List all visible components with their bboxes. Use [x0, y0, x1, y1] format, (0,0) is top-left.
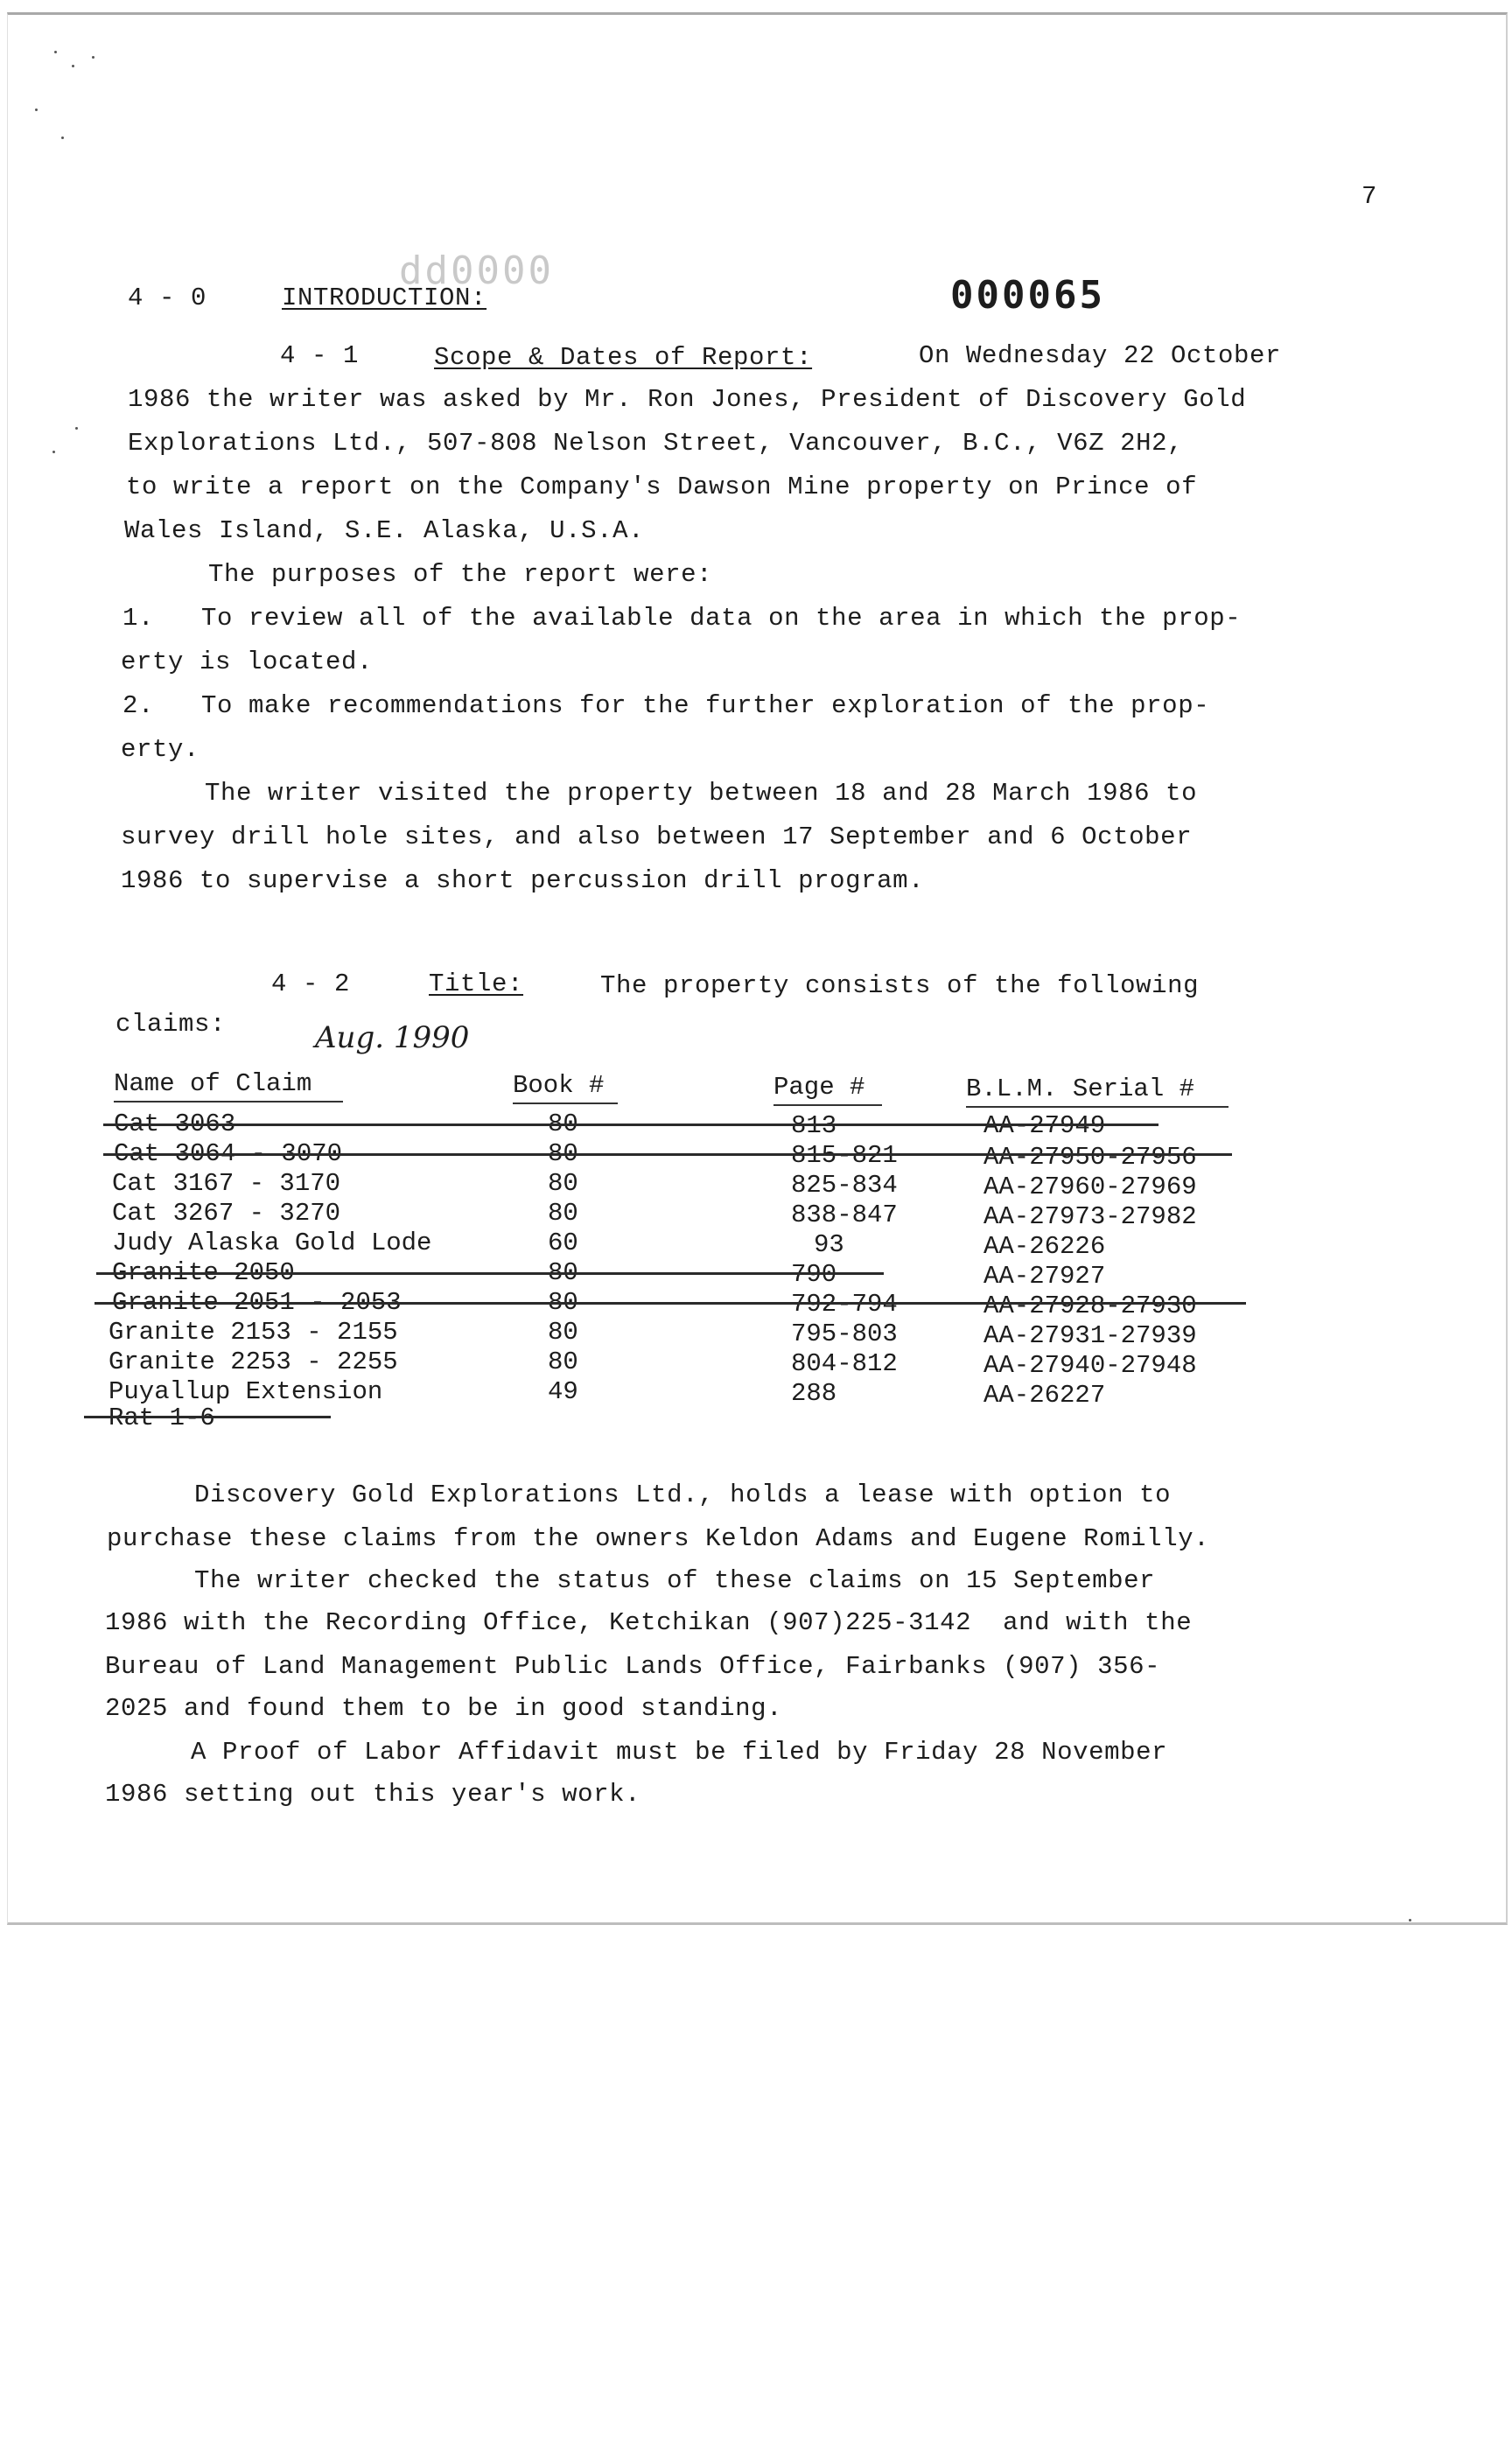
claim-serial: AA-27950-27956: [984, 1143, 1197, 1172]
claim-book: 49: [548, 1377, 578, 1406]
claim-page: 825-834: [791, 1171, 898, 1200]
faint-stamp: dd0000: [399, 248, 554, 293]
claim-name: Puyallup Extension: [108, 1377, 383, 1406]
claim-book: 80: [548, 1258, 578, 1287]
claim-page: 93: [814, 1230, 844, 1259]
strikethrough-line: [103, 1153, 1232, 1156]
scope-line: Wales Island, S.E. Alaska, U.S.A.: [124, 516, 645, 545]
claim-book: 80: [548, 1199, 578, 1228]
closing-line: Discovery Gold Explorations Ltd., holds a lease with option to: [194, 1480, 1172, 1509]
scope-line: 1986 the writer was asked by Mr. Ron Jones, President of Discovery Gold: [128, 385, 1247, 414]
document-stamp: 000065: [950, 273, 1105, 318]
header-underline: [513, 1102, 618, 1104]
blank-margin: [0, 1951, 1512, 2450]
claim-page: 813: [791, 1111, 837, 1140]
title-line: claims:: [116, 1010, 227, 1039]
closing-line: 2025 and found them to be in good standing.: [105, 1694, 783, 1723]
claim-name: Granite 2050: [112, 1258, 295, 1287]
scope-line: 2. To make recommendations for the further exploration of the prop-: [122, 691, 1210, 720]
strikethrough-line: [84, 1416, 331, 1418]
scope-line: The purposes of the report were:: [208, 560, 713, 589]
scan-speck: [54, 51, 57, 53]
claim-name: Rat 1-6: [108, 1404, 215, 1432]
claim-serial: AA-27960-27969: [984, 1172, 1197, 1201]
section-number: 4 - 0: [128, 284, 207, 312]
claim-name: Cat 3267 - 3270: [112, 1199, 341, 1228]
claim-book: 80: [548, 1288, 578, 1317]
claim-serial: AA-27928-27930: [984, 1292, 1197, 1320]
header-underline: [774, 1104, 882, 1106]
claim-page: 838-847: [791, 1200, 898, 1229]
scope-line: The writer visited the property between 18 and 28 March 1986 to: [205, 779, 1198, 808]
claim-book: 80: [548, 1169, 578, 1198]
claim-serial: AA-27949: [984, 1111, 1106, 1140]
claim-book: 80: [548, 1139, 578, 1168]
claim-serial: AA-26226: [984, 1232, 1106, 1261]
scope-heading: Scope & Dates of Report:: [434, 343, 813, 372]
claim-name: Judy Alaska Gold Lode: [112, 1228, 432, 1257]
section-title: INTRODUCTION:: [282, 284, 487, 312]
scan-speck: [35, 108, 38, 111]
claim-serial: AA-26227: [984, 1381, 1106, 1410]
claim-name: Granite 2051 - 2053: [112, 1288, 402, 1317]
strikethrough-line: [94, 1302, 1246, 1305]
header-underline: [966, 1106, 1228, 1108]
scope-line: to write a report on the Company's Dawson Mine property on Prince of: [126, 472, 1198, 501]
scope-line: erty is located.: [121, 648, 374, 676]
title-line: The property consists of the following: [600, 971, 1200, 1000]
title-number: 4 - 2: [271, 970, 351, 998]
strikethrough-line: [96, 1272, 884, 1275]
closing-line: 1986 setting out this year's work.: [105, 1780, 641, 1809]
scope-line: On Wednesday 22 October: [919, 341, 1282, 370]
claim-book: 60: [548, 1228, 578, 1257]
header-book: Book #: [513, 1071, 605, 1100]
closing-line: The writer checked the status of these claims on 15 September: [194, 1566, 1156, 1595]
claim-page: 795-803: [791, 1320, 898, 1348]
claim-name: Cat 3064 - 3070: [114, 1139, 343, 1168]
closing-line: Bureau of Land Management Public Lands Office, Fairbanks (907) 356-: [105, 1652, 1161, 1681]
header-page: Page #: [774, 1073, 865, 1102]
header-serial: B.L.M. Serial #: [966, 1074, 1195, 1103]
claim-name: Cat 3167 - 3170: [112, 1169, 341, 1198]
claim-book: 80: [548, 1348, 578, 1376]
scope-line: erty.: [121, 735, 200, 764]
header-underline: [114, 1101, 343, 1102]
scope-line: 1. To review all of the available data on the area in which the prop-: [122, 604, 1242, 633]
scan-speck: [61, 136, 64, 139]
claim-serial: AA-27927: [984, 1262, 1106, 1291]
claim-page: 790: [791, 1260, 837, 1289]
handwritten-date: Aug. 1990: [315, 1020, 470, 1055]
scope-line: survey drill hole sites, and also between 17 September and 6 October: [121, 822, 1193, 851]
scope-line: 1986 to supervise a short percussion drill program.: [121, 866, 925, 895]
claim-serial: AA-27973-27982: [984, 1202, 1197, 1231]
closing-line: 1986 with the Recording Office, Ketchikan (907)225-3142 and with the: [105, 1608, 1193, 1637]
page-number: 7: [1362, 182, 1378, 211]
claim-name: Granite 2153 - 2155: [108, 1318, 398, 1347]
claim-name: Cat 3063: [114, 1110, 236, 1138]
scan-speck: [75, 427, 78, 430]
scope-number: 4 - 1: [280, 341, 360, 370]
claim-name: Granite 2253 - 2255: [108, 1348, 398, 1376]
claim-book: 80: [548, 1110, 578, 1138]
claim-page: 815-821: [791, 1141, 898, 1170]
closing-line: A Proof of Labor Affidavit must be filed by Friday 28 November: [191, 1738, 1168, 1767]
scan-speck: [52, 451, 55, 453]
claim-page: 804-812: [791, 1349, 898, 1378]
scan-speck: [1409, 1919, 1411, 1922]
header-name: Name of Claim: [114, 1069, 312, 1098]
scope-line: Explorations Ltd., 507-808 Nelson Street, Vancouver, B.C., V6Z 2H2,: [128, 429, 1184, 458]
claim-book: 80: [548, 1318, 578, 1347]
scan-speck: [92, 56, 94, 59]
scan-speck: [72, 65, 74, 67]
claim-page: 288: [791, 1379, 837, 1408]
claim-page: 792-794: [791, 1290, 898, 1319]
title-heading: Title:: [429, 970, 524, 998]
claim-serial: AA-27940-27948: [984, 1351, 1197, 1380]
strikethrough-line: [103, 1124, 1158, 1126]
claim-serial: AA-27931-27939: [984, 1321, 1197, 1350]
closing-line: purchase these claims from the owners Keldon Adams and Eugene Romilly.: [107, 1524, 1210, 1553]
document-page: [7, 12, 1508, 1925]
